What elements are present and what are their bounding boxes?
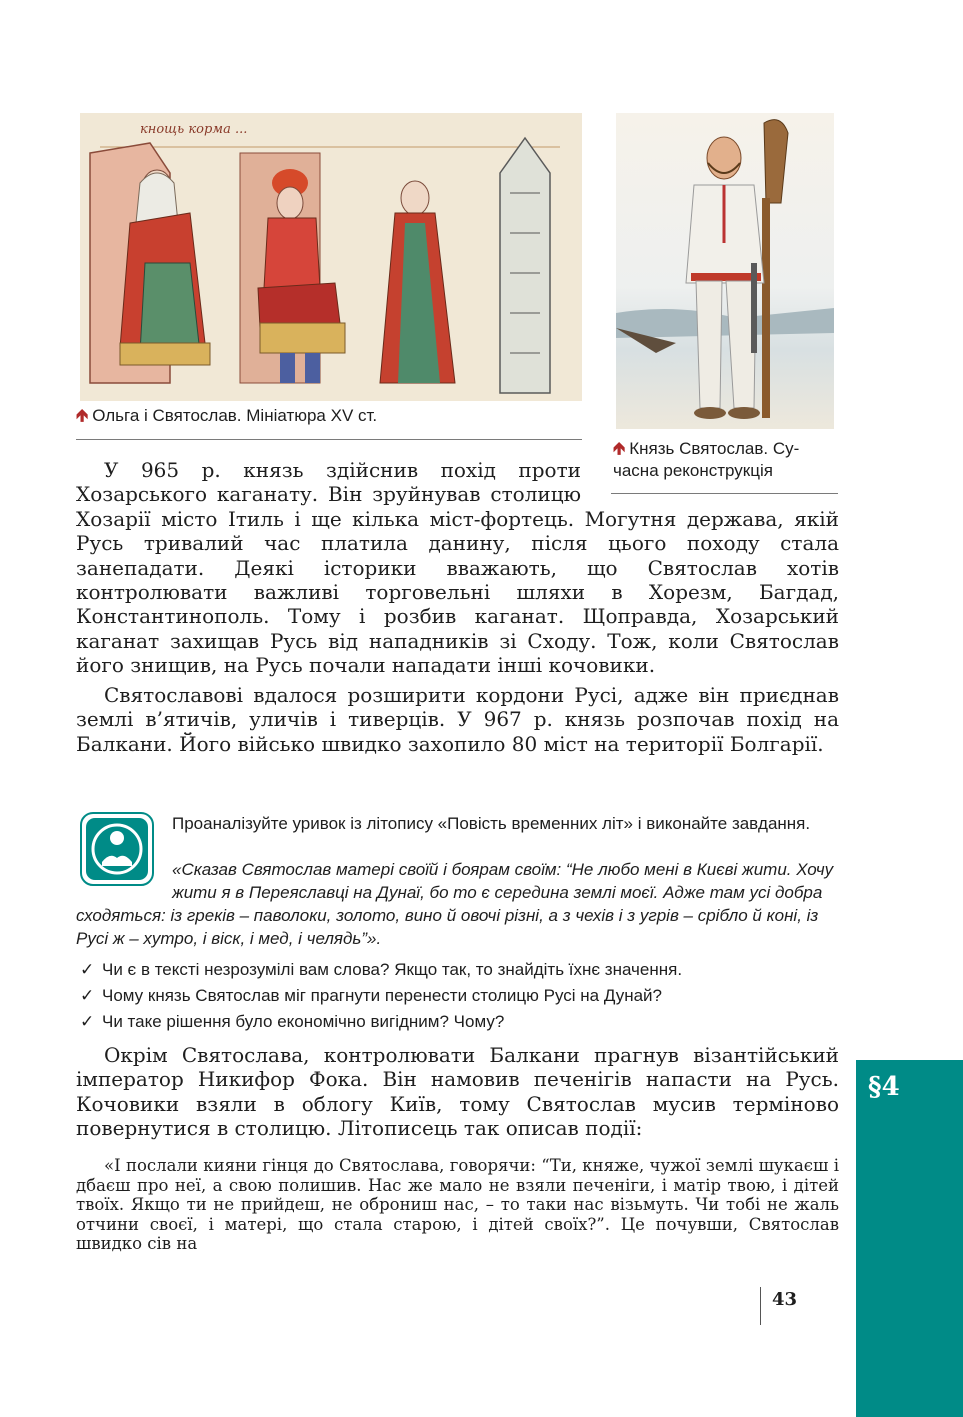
paragraph-khazar: У 965 р. князь здійснив похід проти Хозарського каганату. Він зруйнував столицю Хозарії місто Ітиль і ще кілька міст-фортець. Могутня держава, якій Русь тривалий час платила данину, після цього походу стала занепадати. Деякі історики вважають, що Святослав хотів контролювати важливі торговельні шляхи в Хорезм, Багдад, Константинополь. Тому і розбив каганат. Щоправда, Хозарський каганат захищав Русь від нападників зі Сходу. Тож, коли Святослав його знищив, на Русь почали нападати інші кочовики. bbox=[76, 458, 839, 678]
list-item: ✓ Чи є в тексті незрозумілі вам слова? Якщо так, то знайдіть їхнє значення. bbox=[80, 960, 683, 979]
section-tab bbox=[856, 1060, 963, 1417]
list-item: ✓ Чому князь Святослав міг прагнути перенести столицю Русі на Дунай? bbox=[80, 986, 663, 1005]
portrait-caption: 🡹 Князь Святослав. Су- часна реконструкція bbox=[613, 439, 800, 480]
miniature-inscription: кнощь корма ... bbox=[140, 122, 248, 137]
list-item: ✓ Чи таке рішення було економічно вигідним? Чому? bbox=[80, 1012, 505, 1031]
paragraph-nikephoros: Окрім Святослава, контролювати Балкани прагнув візантійський імператор Никифор Фока. Він намовив печенігів напасти на Русь. Кочовики взяли в облогу Київ, тому Святослав мусив терміново повернутися в столицю. Літописець так описав події: bbox=[76, 1043, 839, 1141]
page-number-divider bbox=[760, 1287, 761, 1325]
portrait-image bbox=[616, 113, 834, 429]
checkmark-icon: ✓ bbox=[80, 1012, 95, 1031]
chronicle-quote-kyiv: «І послали кияни гінця до Святослава, говорячи: “Ти, княже, чужої землі шукаєш і дбаєш про неї, а свою полишив. Нас же мало не взяли печеніги, і матір твою, і дітей твоїх. Якщо ти не прийдеш, не оброниш нас, – то таки нас візьмуть. Чи тобі не жаль отчини своєї, і матері, що стала старою, і дітей своїх?”. Це почувши, Святослав швидко сів на bbox=[76, 1156, 839, 1253]
miniature-image bbox=[80, 113, 582, 401]
chronicle-quote: «Сказав Святослав матері своїй і боярам своїм: “Не любо мені в Києві жити. Хочу жити я в Переяславці на Дунаї, бо то є середина землі моєї. Адже там усі добра сходяться: із греків – паволоки, золото, вино й овочі різні, а з чехів і з угрів – срібло й коні, із Русі ж – хутро, і віск, і мед, і челядь”». bbox=[76, 860, 834, 948]
paragraph-balkans: Святославові вдалося розширити кордони Русі, адже він приєднав землі в’ятичів, уличів і тиверців. У 967 р. князь розпочав похід на Балкани. Його військо швидко захопило 80 міст на території Болгарії. bbox=[76, 683, 839, 756]
page-number: 43 bbox=[772, 1289, 798, 1310]
up-arrow-icon: 🡹 bbox=[613, 439, 626, 458]
checkmark-icon: ✓ bbox=[80, 960, 95, 979]
miniature-caption: 🡹 Ольга і Святослав. Мініатюра XV ст. bbox=[76, 406, 378, 425]
task-questions bbox=[80, 958, 840, 1036]
caption-divider bbox=[76, 439, 582, 440]
section-tab-label: §4 bbox=[868, 1072, 900, 1102]
up-arrow-icon: 🡹 bbox=[76, 406, 89, 425]
task-instruction: Проаналізуйте уривок із літопису «Повість временних літ» і виконайте завдання. bbox=[172, 814, 811, 833]
checkmark-icon: ✓ bbox=[80, 986, 95, 1005]
